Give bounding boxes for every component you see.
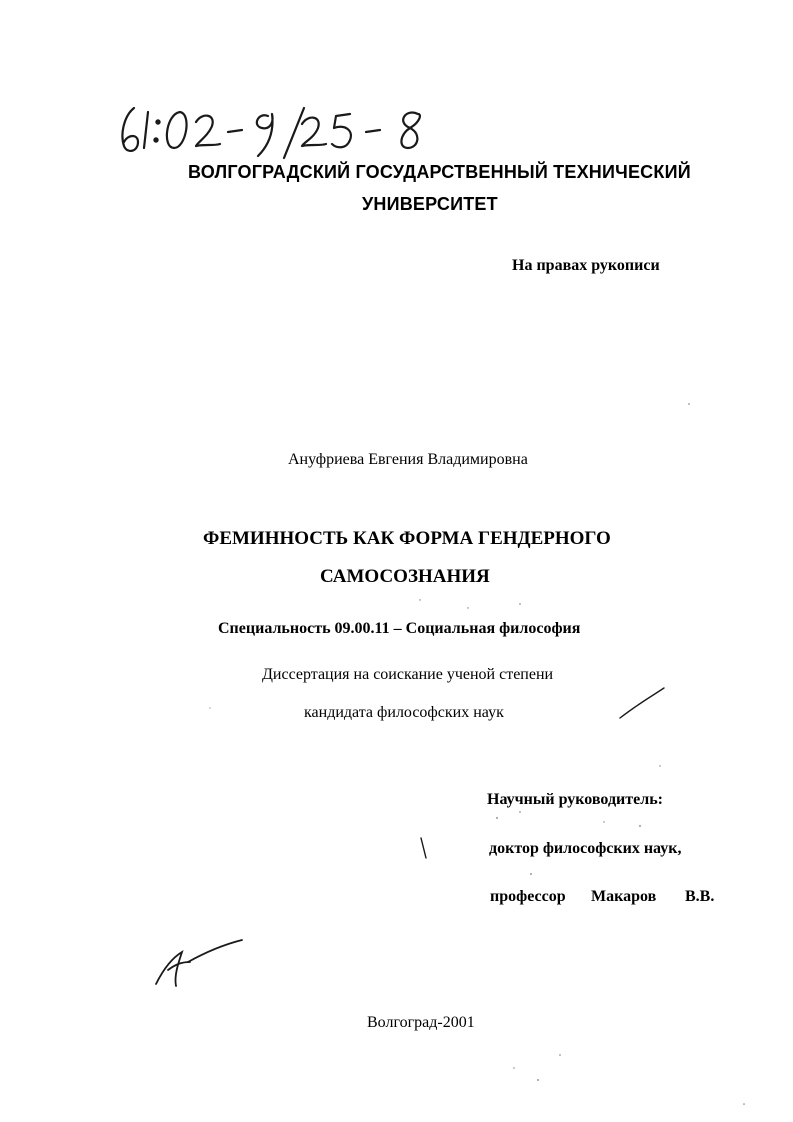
city-and-year: Волгоград-2001 [367,1014,475,1031]
handwritten-archive-code [118,100,448,162]
supervisor-name: Макаров [591,888,657,905]
dissertation-title-line-1: ФЕМИННОСТЬ КАК ФОРМА ГЕНДЕРНОГО [203,528,611,549]
university-name-line-2: УНИВЕРСИТЕТ [362,194,498,214]
manuscript-rights-note: На правах рукописи [512,257,660,274]
scan-specks [209,403,744,1105]
supervisor-degree: доктор философских наук, [489,840,682,857]
pen-tick-mark [421,838,426,858]
dissertation-purpose-line-2: кандидата философских наук [304,704,504,721]
author-name: Ануфриева Евгения Владимировна [288,451,528,468]
specialty-line: Специальность 09.00.11 – Социальная философия [218,620,581,637]
dissertation-title-line-2: САМОСОЗНАНИЯ [320,566,490,587]
supervisor-initials: В.В. [685,888,715,905]
university-name-line-1: ВОЛГОГРАДСКИЙ ГОСУДАРСТВЕННЫЙ ТЕХНИЧЕСКИЙ [188,162,691,182]
signature [156,940,242,986]
dissertation-purpose-line-1: Диссертация на соискание ученой степени [262,666,554,683]
supervisor-title: профессор [490,888,566,905]
pen-stroke-mark [620,688,664,718]
supervisor-heading: Научный руководитель: [487,791,663,808]
